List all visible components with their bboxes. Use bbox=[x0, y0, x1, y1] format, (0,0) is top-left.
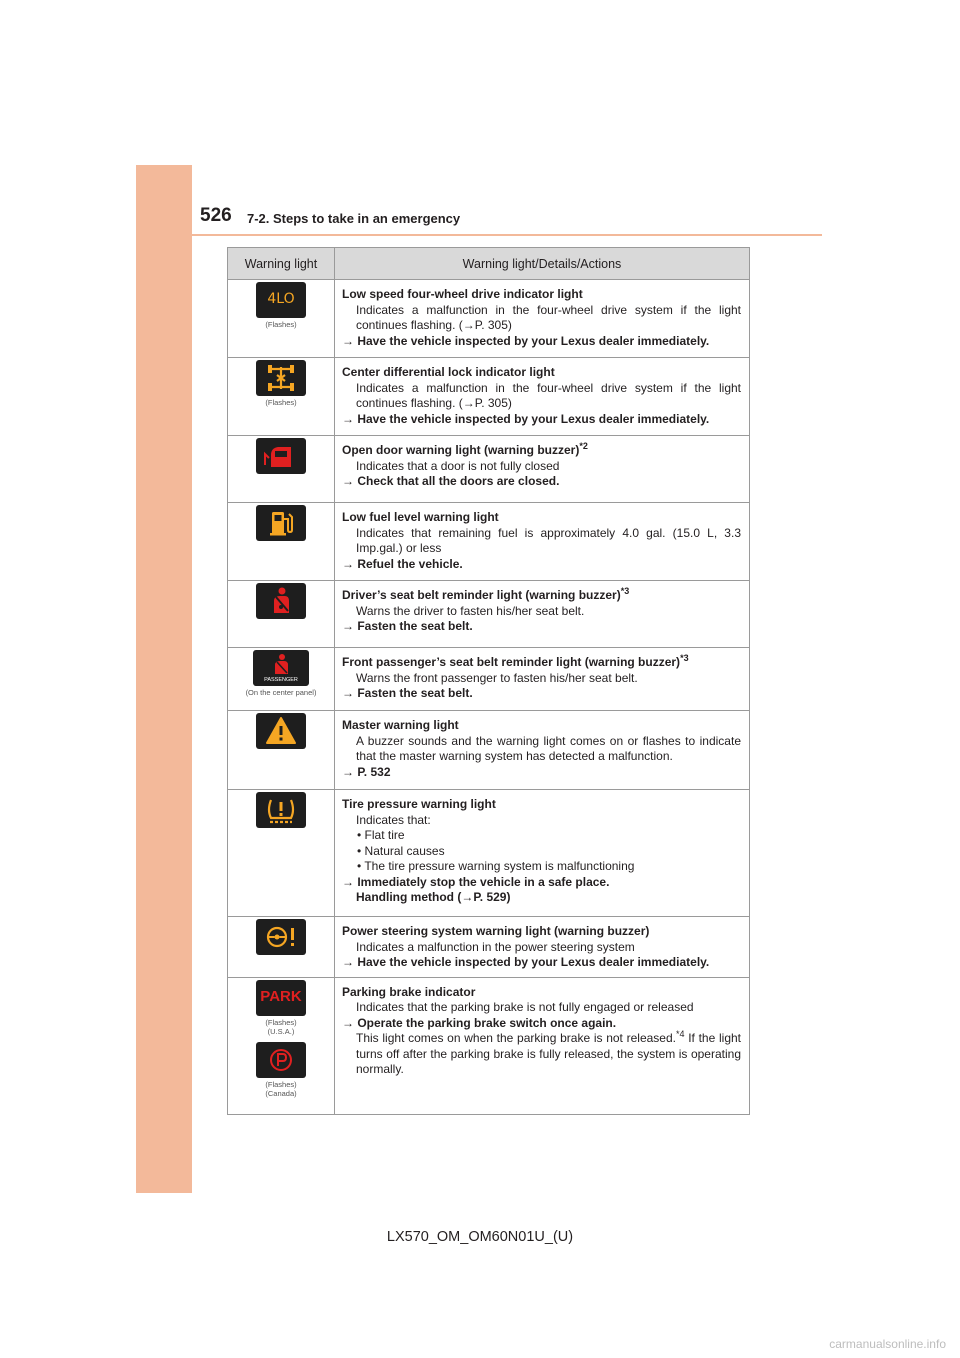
bullet-item: • The tire pressure warning system is malfunctioning bbox=[357, 859, 635, 873]
row-title: Front passenger’s seat belt reminder light (warning buzzer)$^{*3}$ bbox=[342, 653, 689, 669]
handling-method: Handling method (→P. 529) bbox=[356, 890, 511, 904]
row-action: → Fasten the seat belt. bbox=[342, 619, 473, 633]
row-title: Low fuel level warning light bbox=[342, 510, 499, 524]
row-title: Center differential lock indicator light bbox=[342, 365, 555, 379]
row-action: → Check that all the doors are closed. bbox=[342, 474, 560, 488]
icon-caption: (On the center panel) bbox=[245, 688, 317, 697]
row-title: Parking brake indicator bbox=[342, 984, 476, 999]
row-title: Power steering system warning light (warning buzzer) bbox=[342, 924, 650, 938]
row-note: This light comes on when the parking brake is not released.$^{*4}$ If the light turns off after the parking brake is fully released, the system is operating normally. bbox=[356, 1029, 742, 1076]
row-action: → P. 532 bbox=[342, 764, 391, 779]
row-title: Low speed four-wheel drive indicator light bbox=[342, 287, 583, 301]
row-action: → Immediately stop the vehicle in a safe place. bbox=[342, 874, 610, 889]
tire-pressure-icon bbox=[256, 792, 306, 828]
row-detail: Indicates a malfunction in the four-wheel drive system if the light continues flashing. (→P. 305) bbox=[356, 302, 741, 332]
description-cell bbox=[335, 503, 750, 581]
icon-caption: (Flashes) bbox=[265, 320, 297, 329]
table-row bbox=[228, 917, 750, 978]
footnote-marker: *3 bbox=[680, 653, 689, 663]
header-divider bbox=[192, 234, 822, 236]
document-footer: LX570_OM_OM60N01U_(U) bbox=[386, 1229, 574, 1245]
row-detail: Indicates that the parking brake is not fully engaged or released bbox=[356, 1000, 694, 1014]
master-warning-icon bbox=[256, 713, 306, 749]
column-header-details: Warning light/Details/Actions bbox=[335, 248, 750, 280]
row-detail: Indicates that remaining fuel is approximately 4.0 gal. (15.0 L, 3.3 Imp.gal.) or less bbox=[356, 525, 741, 555]
row-action: → Have the vehicle inspected by your Lexus dealer immediately. bbox=[342, 333, 710, 348]
park-indicator-icon: PARK bbox=[256, 980, 306, 1016]
open-door-icon bbox=[256, 438, 306, 474]
row-detail: Warns the front passenger to fasten his/her seat belt. bbox=[356, 670, 638, 685]
row-title: Tire pressure warning light bbox=[342, 797, 496, 811]
section-title: 7-2. Steps to take in an emergency bbox=[247, 211, 461, 226]
icon-caption: (Flashes) (Canada) bbox=[265, 1079, 297, 1098]
watermark: carmanualsonline.info bbox=[829, 1337, 946, 1351]
icon-caption: (Flashes) (U.S.A.) bbox=[265, 1017, 297, 1036]
row-detail: Warns the driver to fasten his/her seat belt. bbox=[356, 603, 585, 618]
description-cell bbox=[335, 436, 750, 503]
row-detail: Indicates a malfunction in the power steering system bbox=[356, 939, 635, 954]
row-action: → Have the vehicle inspected by your Lexus dealer immediately. bbox=[342, 955, 710, 969]
parking-brake-circle-icon bbox=[256, 1042, 306, 1078]
table-row bbox=[228, 436, 750, 503]
table-row bbox=[228, 977, 750, 1114]
page-number: 526 bbox=[200, 205, 232, 226]
description-cell bbox=[335, 790, 750, 917]
row-title: Open door warning light (warning buzzer)$^{*2}$ bbox=[342, 441, 588, 457]
description-cell bbox=[335, 648, 750, 711]
table-row bbox=[228, 581, 750, 648]
row-action: → Have the vehicle inspected by your Lexus dealer immediately. bbox=[342, 411, 710, 426]
icon-cell bbox=[228, 711, 335, 790]
description-cell bbox=[335, 711, 750, 790]
icon-cell bbox=[228, 790, 335, 917]
icon-cell bbox=[228, 581, 335, 648]
row-detail: A buzzer sounds and the warning light comes on or flashes to indicate that the master warning system has detected a malfunction. bbox=[356, 733, 741, 763]
fuel-pump-icon bbox=[256, 505, 306, 541]
seatbelt-icon bbox=[256, 583, 306, 619]
icon-cell bbox=[228, 977, 335, 1114]
table-row bbox=[228, 503, 750, 581]
table-header-row bbox=[228, 248, 750, 280]
description-cell bbox=[335, 977, 750, 1114]
4lo-indicator-icon: 4LO bbox=[256, 282, 306, 318]
footnote-marker: *3 bbox=[620, 586, 630, 596]
row-action: → Refuel the vehicle. bbox=[342, 556, 463, 571]
table-row bbox=[228, 790, 750, 917]
center-diff-lock-icon bbox=[256, 360, 306, 396]
row-detail: Indicates a malfunction in the four-wheel drive system if the light continues flashing. (→P. 305) bbox=[356, 380, 741, 410]
icon-cell bbox=[228, 280, 335, 358]
footnote-marker: *2 bbox=[579, 441, 588, 451]
bullet-item: • Natural causes bbox=[357, 843, 445, 858]
icon-caption: (Flashes) bbox=[265, 398, 297, 407]
table-row bbox=[228, 358, 750, 436]
footnote-marker: *4 bbox=[675, 1029, 685, 1039]
icon-cell bbox=[228, 648, 335, 711]
row-title: Master warning light bbox=[342, 718, 459, 732]
row-action: → Fasten the seat belt. bbox=[342, 686, 473, 700]
row-title: Driver’s seat belt reminder light (warning buzzer)$^{*3}$ bbox=[342, 586, 630, 602]
row-action: → Operate the parking brake switch once again. bbox=[342, 1015, 617, 1030]
description-cell bbox=[335, 358, 750, 436]
bullet-item: • Flat tire bbox=[357, 828, 405, 842]
table-row bbox=[228, 648, 750, 711]
icon-cell bbox=[228, 436, 335, 503]
icon-cell bbox=[228, 503, 335, 581]
icon-cell bbox=[228, 358, 335, 436]
warning-light-table bbox=[227, 247, 750, 1115]
row-detail: Indicates that: bbox=[356, 812, 431, 827]
row-detail: Indicates that a door is not fully closed bbox=[356, 458, 560, 473]
icon-cell bbox=[228, 917, 335, 978]
table-row bbox=[228, 711, 750, 790]
power-steering-icon bbox=[256, 919, 306, 955]
column-header-warning-light: Warning light bbox=[228, 248, 335, 280]
description-cell bbox=[335, 917, 750, 978]
description-cell bbox=[335, 280, 750, 358]
passenger-seatbelt-icon: PASSENGER bbox=[253, 650, 309, 686]
table-row bbox=[228, 280, 750, 358]
side-tab-bar bbox=[136, 165, 192, 1193]
description-cell bbox=[335, 581, 750, 648]
